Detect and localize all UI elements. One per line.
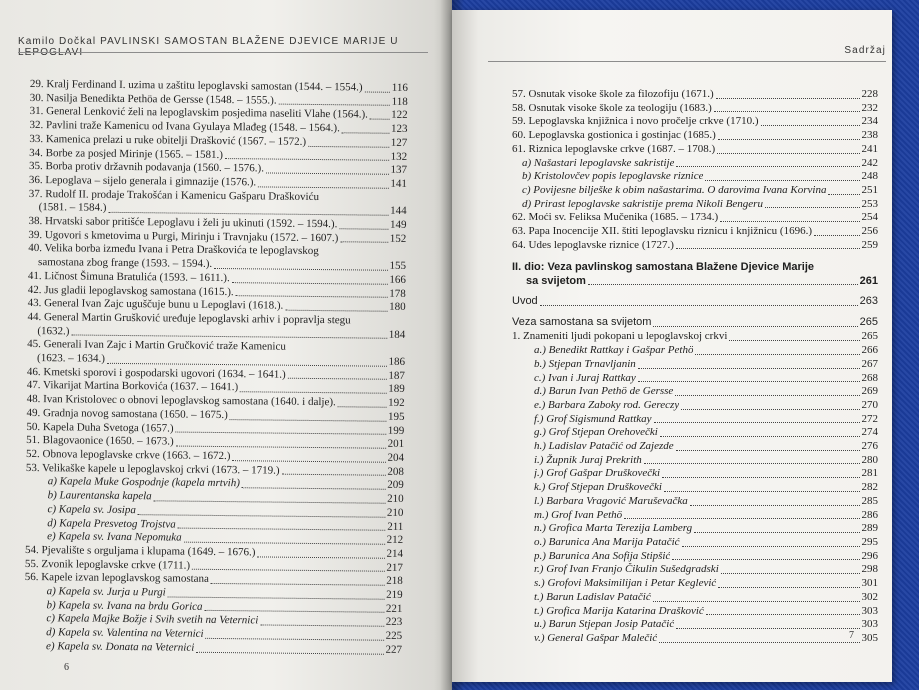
toc-entry-title: 39. Ugovori s kmetovima u Purgi, Mirinju i Travnjaku (1572. – 1607.): [28, 228, 339, 244]
leader-dots: [279, 104, 390, 106]
toc-entry-title: 61. Riznica lepoglavske crkve (1687. – 1708.): [512, 142, 716, 155]
veza-page: 265: [859, 316, 878, 329]
toc-entry-title: d) Prirast lepoglavske sakristije prema Nikoli Bengeru: [522, 197, 763, 210]
toc-entry-page: 302: [861, 590, 878, 603]
toc-entry-title: m.) Grof Ivan Pethö: [534, 508, 623, 521]
leader-dots: [211, 583, 384, 586]
toc-entry-title: c) Povijesne bilješke k obim našastarima. O darovima Ivana Korvina: [522, 183, 827, 196]
leader-dots: [624, 518, 859, 519]
toc-entry: [512, 618, 878, 632]
toc-entry-title: 53. Velikaške kapele u lepoglavskoj crkvi (1673. – 1719.): [25, 461, 280, 477]
toc-entry-title: 33. Kamenica prelazi u ruke obitelji Drašković (1567. – 1572.): [29, 132, 307, 148]
toc-entry-title: b.) Stjepan Trnavljanin: [534, 357, 636, 370]
toc-entry: [512, 330, 878, 344]
toc-entry-page: 227: [385, 643, 403, 656]
toc-entry-title: 36. Lepoglava – sijelo generala i gimnazije (1576.).: [28, 173, 257, 189]
toc-entry-title: a.) Benedikt Rattkay i Gašpar Pethö: [534, 344, 694, 357]
toc-entry-title: 43. General Ivan Zajc uguščuje bunu u Lepoglavi (1618.).: [27, 297, 284, 312]
toc-entry-title: t.) Grofica Marija Katarina Drašković: [534, 604, 704, 617]
toc-entry: [512, 88, 878, 102]
toc-entry-page: 225: [385, 629, 403, 643]
toc-entry-title: k.) Grof Stjepan Druškovečki: [534, 481, 662, 494]
veza-label: Veza samostana sa svijetom: [512, 316, 652, 329]
leader-dots: [108, 212, 388, 216]
toc-entry-page: 137: [390, 163, 408, 177]
leader-dots: [308, 145, 389, 147]
toc-entry: [512, 632, 878, 646]
toc-entry-title: 54. Pjevalište s orguljama i klupama (1649. – 1676.): [24, 543, 256, 559]
leader-dots: [242, 487, 385, 490]
toc-entry-page: 212: [386, 533, 404, 547]
toc-entry-title: (1581. – 1584.): [38, 201, 107, 215]
toc-entry-title: n.) Grofica Marta Terezija Lamberg: [534, 522, 693, 535]
toc-entry-title: 64. Udes lepoglavske riznice (1727.): [512, 238, 674, 251]
leader-dots: [232, 282, 388, 285]
leader-dots: [720, 221, 859, 222]
toc-entry: [512, 170, 878, 184]
header-rule: [18, 52, 428, 53]
toc-entry-page: 195: [387, 410, 405, 423]
toc-entry-title: 31. General Lenković želi na lepoglavskim posjedima naseliti Vlahe (1564.).: [29, 105, 368, 121]
toc-entry-page: 286: [861, 508, 878, 521]
toc-entry-title: 50. Kapela Duha Svetoga (1657.): [26, 420, 174, 435]
toc-entry: [512, 129, 878, 143]
toc-entry-page: 201: [387, 438, 405, 451]
leader-dots: [682, 546, 860, 547]
leader-dots: [654, 422, 860, 423]
leader-dots: [365, 91, 390, 92]
toc-entry-page: 208: [387, 465, 404, 478]
toc-entry: [512, 143, 878, 157]
leader-dots: [676, 450, 860, 451]
leader-dots: [690, 505, 860, 506]
leader-dots: [266, 172, 389, 174]
leader-dots: [828, 194, 859, 195]
leader-dots: [236, 295, 388, 298]
toc-entry-page: 272: [861, 412, 878, 425]
toc-entry-page: 219: [386, 588, 403, 601]
toc-entry-title: 63. Papa Inocencije XII. štiti lepoglavsku riznicu i knjižnicu (1696.): [512, 225, 812, 238]
toc-entry: [512, 454, 878, 468]
toc-entry-title: h.) Ladislav Patačić od Zajezde: [534, 440, 674, 453]
toc-entry-page: 241: [861, 142, 878, 155]
leader-dots: [638, 368, 860, 369]
toc-entry-page: 305: [861, 631, 878, 644]
toc-entry-title: b) Kapela sv. Ivana na brdu Gorica: [46, 598, 203, 613]
leader-dots: [285, 310, 387, 312]
toc-entry-title: s.) Grofovi Maksimilijan i Petar Keglević: [534, 577, 717, 590]
leader-dots: [638, 381, 860, 382]
toc-entry-page: 289: [861, 522, 878, 535]
toc-entry-page: 180: [389, 301, 406, 314]
toc-entry: [512, 522, 878, 536]
toc-entry-title: l.) Barbara Vragović Maruševačka: [534, 494, 688, 507]
toc-entry-title: f.) Grof Sigismund Rattkay: [534, 412, 652, 425]
leader-dots: [714, 111, 860, 112]
leader-dots: [168, 596, 384, 599]
toc-entry-title: u.) Barun Stjepan Josip Patačić: [534, 618, 675, 631]
toc-entry-page: 211: [387, 520, 404, 533]
toc-entry-page: 298: [861, 563, 878, 576]
toc-entry-title: 41. Ličnost Šimuna Bratulića (1593. – 1611.).: [27, 269, 230, 284]
toc-entry: [512, 536, 878, 550]
leader-dots: [338, 406, 386, 408]
toc-entry-title: 48. Ivan Kristolovec o obnovi lepoglavskog samostana (1640. i dalje).: [26, 393, 336, 409]
toc-entry-title: d.) Barun Ivan Pethö de Gersse: [534, 385, 674, 398]
leader-dots: [761, 125, 860, 126]
toc-entry-title: 37. Rudolf II. prodaje Trakošćan i Kamenicu Gašparu Draškoviću: [28, 187, 320, 203]
leader-dots: [814, 235, 860, 236]
running-head-right: Sadržaj: [844, 45, 886, 56]
toc-entry-page: 251: [861, 183, 878, 196]
leader-dots: [107, 363, 387, 367]
toc-entry-page: 280: [861, 453, 878, 466]
toc-entry-page: 265: [861, 330, 878, 343]
toc-entry-page: 238: [861, 129, 878, 142]
toc-entry-page: 214: [386, 547, 404, 560]
toc-entry-title: 49. Gradnja novog samostana (1650. – 1675.): [26, 406, 228, 421]
leader-dots: [138, 514, 385, 518]
toc-entry-title: 34. Borbe za posjed Mirinje (1565. – 1581.): [29, 146, 223, 161]
toc-entry-page: 184: [388, 328, 406, 341]
toc-entry: [512, 157, 878, 171]
leader-dots: [765, 207, 860, 208]
toc-entry-page: 210: [386, 506, 404, 519]
toc-entry: [512, 563, 878, 577]
toc-entry-title: a) Kapela Muke Gospodnje (kapela mrtvih): [47, 475, 240, 490]
toc-part-one-entries: [512, 88, 878, 252]
leader-dots: [718, 139, 860, 140]
toc-entry-title: 30. Nasilja Benedikta Pethöa de Gersse (1548. – 1555.).: [29, 91, 277, 107]
leader-dots: [717, 153, 859, 154]
toc-part-two-entries: [512, 330, 878, 645]
leader-dots: [178, 528, 385, 531]
leader-dots: [681, 409, 859, 410]
leader-dots: [257, 556, 384, 558]
leader-dots: [676, 166, 859, 167]
toc-list-left: [24, 78, 408, 657]
toc-entry: [512, 198, 878, 212]
toc-entry-page: 303: [861, 604, 878, 617]
toc-entry-page: 295: [861, 535, 878, 548]
toc-entry-title: c) Kapela Majke Božje i Svih svetih na Veternici: [46, 612, 259, 627]
toc-entry-title: e) Kapela sv. Ivana Nepomuka: [47, 530, 182, 544]
toc-entry-page: 209: [387, 479, 404, 492]
leader-dots: [659, 642, 859, 643]
leader-dots: [718, 587, 859, 588]
toc-entry-page: 132: [390, 150, 408, 163]
toc-entry-title: 42. Jus gladii lepoglavskog samostana (1615.).: [27, 283, 234, 298]
toc-entry-page: 199: [387, 424, 405, 437]
leader-dots: [672, 559, 859, 560]
toc-entry-page: 217: [386, 561, 403, 574]
leader-dots: [342, 132, 389, 133]
toc-entry-page: 144: [390, 205, 407, 218]
toc-entry-page: 281: [861, 467, 878, 480]
toc-entry: [512, 426, 878, 440]
leader-dots: [230, 419, 386, 422]
toc-entry-page: 285: [861, 494, 878, 507]
toc-entry-page: 221: [385, 602, 403, 615]
toc-entry-title: 44. General Martin Grušković uređuje lepoglavski arhiv i popravlja stegu: [27, 310, 351, 327]
toc-entry-title: g.) Grof Stjepan Orehovečki: [534, 426, 658, 439]
toc-entry-page: 118: [391, 95, 408, 108]
toc-entry-title: v.) General Gašpar Malečić: [534, 631, 658, 644]
part-two-title-cont: [512, 275, 878, 288]
part-title-line2: sa svijetom: [526, 275, 586, 288]
toc-entry-page: 276: [861, 440, 878, 453]
toc-entry-title: (1632.): [37, 324, 70, 338]
toc-entry-title: 46. Kmetski sporovi i gospodarski ugovori (1634. – 1641.): [26, 365, 286, 381]
toc-entry-title: 47. Vikarijat Martina Borkovića (1637. – 1641.): [26, 379, 239, 394]
toc-entry-page: 204: [387, 451, 405, 464]
running-head-left: Kamilo Dočkal PAVLINSKI SAMOSTAN BLAŽENE DJEVICE MARIJE U: [18, 36, 399, 47]
toc-entry-title: 59. Lepoglavska knjižnica i novo pročelje crkve (1710.): [512, 115, 759, 128]
spacer: [512, 252, 878, 260]
toc-entry: [512, 102, 878, 116]
toc-entry: [512, 467, 878, 481]
toc-entry-title: 32. Pavlini traže Kamenicu od Ivana Gyulaya Mlađeg (1548. – 1564.).: [29, 119, 340, 135]
leader-dots: [653, 326, 857, 327]
toc-entry-page: 127: [390, 136, 408, 149]
toc-entry-page: 189: [388, 383, 405, 396]
toc-entry-title: d) Kapela Presvetog Trojstva: [47, 516, 176, 531]
veza-entry: [512, 315, 878, 330]
toc-entry-page: 166: [389, 273, 406, 286]
toc-entry-page: 123: [390, 122, 408, 136]
toc-entry-page: 178: [389, 287, 406, 300]
toc-entry-page: 256: [861, 225, 878, 238]
leader-dots: [662, 477, 859, 478]
toc-entry-title: r.) Grof Ivan Franjo Čikulin Sušedgradski: [534, 563, 719, 576]
leader-dots: [653, 601, 860, 602]
part-two-title: [512, 260, 878, 275]
leader-dots: [258, 186, 388, 188]
toc-entry: [512, 358, 878, 372]
toc-entry-page: 253: [861, 197, 878, 210]
leader-dots: [206, 638, 384, 641]
page-number-left: 6: [64, 662, 69, 673]
toc-entry-page: 141: [390, 177, 407, 190]
leader-dots: [282, 474, 386, 476]
leader-dots: [660, 436, 860, 437]
leader-dots: [706, 614, 860, 615]
left-page: [0, 0, 452, 690]
leader-dots: [339, 228, 388, 230]
leader-dots: [694, 532, 859, 533]
leader-dots: [716, 98, 860, 99]
header-rule: [488, 61, 886, 62]
leader-dots: [232, 460, 385, 463]
leader-dots: [676, 628, 859, 629]
uvod-page: 263: [859, 295, 878, 308]
toc-entry-title: c.) Ivan i Juraj Rattkay: [534, 371, 636, 384]
toc-entry-page: 274: [861, 426, 878, 439]
toc-entry-title: 29. Kralj Ferdinand I. uzima u zaštitu lepoglavski samostan (1544. – 1554.): [29, 78, 363, 94]
leader-dots: [588, 284, 858, 285]
toc-entry: [512, 481, 878, 495]
toc-entry: [512, 577, 878, 591]
toc-entry: [512, 385, 878, 399]
leader-dots: [675, 395, 859, 396]
toc-entry-title: 38. Hrvatski sabor pritišće Lepoglavu i želi ju ukinuti (1592. – 1594.).: [28, 215, 338, 231]
toc-entry-title: d) Kapela sv. Valentina na Veternici: [46, 626, 204, 640]
toc-entry: [512, 495, 878, 509]
toc-entry-page: 242: [861, 156, 878, 169]
toc-entry: [512, 239, 878, 253]
toc-entry-page: 254: [861, 211, 878, 224]
leader-dots: [214, 268, 387, 271]
toc-entry: [512, 550, 878, 564]
toc-entry-page: 152: [389, 232, 407, 245]
toc-entry-title: 57. Osnutak visoke škole za filozofiju (1671.): [512, 88, 714, 100]
toc-entry-title: a) Našastari lepoglavske sakristije: [522, 156, 675, 169]
toc-entry-title: t.) Barun Ladislav Patačić: [534, 590, 651, 603]
toc-entry-page: 266: [861, 344, 878, 357]
toc-entry-page: 122: [391, 109, 408, 122]
toc-entry-page: 186: [388, 355, 406, 369]
leader-dots: [705, 180, 859, 181]
toc-entry-title: 55. Zvonik lepoglavske crkve (1711.): [24, 557, 191, 572]
toc-entry-title: 35. Borba protiv državnih podavanja (1560. – 1576.).: [29, 160, 265, 175]
part-title-line1: II. dio: Veza pavlinskog samostana Blažene Djevice Marije: [512, 261, 815, 274]
toc-entry-title: o.) Barunica Ana Marija Patačić: [534, 535, 680, 548]
toc-entry-page: 223: [385, 616, 403, 629]
toc-entry-page: 149: [389, 218, 407, 231]
toc-entry: [512, 591, 878, 605]
toc-entry: [512, 399, 878, 413]
uvod-entry: [512, 294, 878, 309]
toc-entry: [512, 605, 878, 619]
leader-dots: [196, 651, 383, 654]
leader-dots: [192, 569, 384, 572]
toc-entry-title: b) Kristolovčev popis lepoglavske riznice: [522, 170, 704, 183]
toc-entry: [512, 413, 878, 427]
page-number-right: 7: [849, 630, 854, 641]
toc-entry-page: 116: [391, 81, 408, 94]
leader-dots: [721, 573, 860, 574]
toc-entry-page: 155: [389, 259, 407, 273]
toc-entry-title: 56. Kapele izvan lepoglavskog samostana: [24, 571, 210, 586]
toc-entry-page: 259: [861, 238, 878, 251]
toc-entry-page: 303: [861, 618, 878, 631]
toc-entry: [512, 225, 878, 239]
toc-entry-page: 267: [861, 357, 878, 370]
toc-list-right: [512, 88, 878, 646]
toc-entry-title: i.) Župnik Juraj Prekrith: [534, 453, 642, 466]
leader-dots: [695, 354, 859, 355]
leader-dots: [240, 391, 386, 394]
toc-entry-title: 62. Moći sv. Feliksa Mučenika (1685. – 1734.): [512, 211, 719, 224]
toc-entry-page: 228: [861, 88, 878, 100]
toc-entry: [512, 372, 878, 386]
toc-entry-page: 248: [861, 170, 878, 183]
leader-dots: [644, 463, 860, 464]
toc-entry: [512, 344, 878, 358]
leader-dots: [225, 158, 389, 161]
toc-entry-title: j.) Grof Gašpar Druškovečki: [534, 467, 661, 480]
toc-entry-title: samostana zbog frange (1593. – 1594.).: [38, 256, 213, 271]
toc-entry: [512, 184, 878, 198]
leader-dots: [176, 432, 386, 435]
toc-entry-page: 218: [386, 575, 403, 588]
toc-entry: [512, 440, 878, 454]
toc-entry-title: a) Kapela sv. Jurja u Purgi: [46, 585, 166, 599]
toc-entry: [512, 509, 878, 523]
toc-entry: [512, 211, 878, 225]
toc-entry-title: b) Laurentanska kapela: [47, 489, 152, 503]
toc-entry: [24, 640, 402, 658]
toc-entry-title: 40. Velika borba između Ivana i Petra Draškovića te lepoglavskog: [28, 242, 319, 258]
leader-dots: [154, 500, 385, 503]
toc-entry-page: 234: [861, 115, 878, 128]
toc-entry-page: 269: [861, 385, 878, 398]
part-title-page: 261: [859, 275, 878, 288]
leader-dots: [176, 446, 386, 449]
leader-dots: [340, 242, 388, 243]
toc-entry-title: c) Kapela sv. Josipa: [47, 503, 136, 516]
toc-entry-page: 296: [861, 549, 878, 562]
toc-entry-title: 52. Obnova lepoglavske crkve (1663. – 1672.): [25, 447, 231, 463]
toc-entry-page: 270: [861, 398, 878, 411]
toc-entry-page: 192: [388, 396, 405, 410]
toc-entry-title: e) Kapela sv. Donata na Veternici: [45, 640, 195, 654]
toc-entry-page: 282: [861, 481, 878, 494]
right-page: [452, 10, 892, 682]
leader-dots: [676, 248, 860, 249]
toc-entry-title: 1. Znameniti ljudi pokopani u lepoglavskoj crkvi: [512, 330, 728, 343]
toc-entry-title: 60. Lepoglavska gostionica i gostinjac (1685.): [512, 129, 716, 142]
leader-dots: [260, 625, 384, 627]
leader-dots: [540, 305, 858, 306]
toc-entry-page: 187: [388, 369, 405, 382]
leader-dots: [205, 610, 384, 613]
toc-entry-title: p.) Barunica Ana Sofija Stipšić: [534, 549, 671, 562]
toc-entry: [512, 115, 878, 129]
leader-dots: [288, 378, 387, 380]
toc-entry-title: 45. Generali Ivan Zajc i Martin Gručković traže Kamenicu: [27, 338, 286, 354]
toc-entry-page: 210: [387, 492, 404, 506]
toc-entry-title: (1623. – 1634.): [37, 352, 105, 365]
uvod-label: Uvod: [512, 295, 538, 308]
leader-dots: [664, 491, 860, 492]
leader-dots: [184, 542, 385, 545]
toc-entry-page: 301: [861, 577, 878, 590]
leader-dots: [370, 119, 389, 120]
toc-entry-title: 51. Blagovaonice (1650. – 1673.): [26, 434, 174, 448]
toc-entry-title: 58. Osnutak visoke škole za teologiju (1683.): [512, 101, 712, 114]
leader-dots: [729, 340, 859, 341]
toc-entry-page: 232: [861, 101, 878, 114]
toc-entry-title: e.) Barbara Zaboky rod. Gereczy: [534, 398, 680, 411]
toc-entry-page: 268: [861, 371, 878, 384]
